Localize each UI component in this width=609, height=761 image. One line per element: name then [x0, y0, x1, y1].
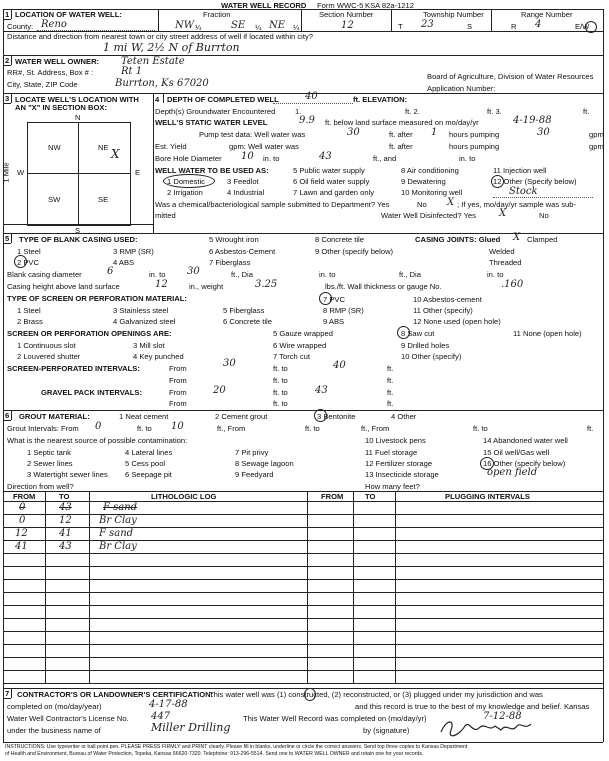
- casing-joints-label: CASING JOINTS: Glued: [415, 235, 501, 244]
- board-label: Board of Agriculture, Division of Water Resources: [427, 72, 594, 81]
- log-row-desc: F sand: [103, 502, 138, 513]
- lithologic-log-header: LITHOLOGIC LOG: [151, 492, 217, 501]
- disinfected-mark: X: [499, 208, 507, 219]
- gpm-unit: gpm: [589, 142, 604, 151]
- static-level-desc: ft. below land surface measured on mo/day/yr: [325, 118, 479, 127]
- in-to: in. to: [459, 154, 476, 163]
- from: From: [169, 364, 187, 373]
- license-label: Water Well Contractor's License No.: [7, 714, 129, 723]
- source-fuel: 11 Fuel storage: [365, 448, 418, 457]
- casing-fiberglass: 7 Fiberglass: [209, 258, 251, 267]
- use-industrial: 4 Industrial: [227, 188, 265, 197]
- screen-rmp: 8 RMP (SR): [323, 306, 364, 315]
- screen-pvc: 7 PVC: [323, 295, 345, 304]
- joints-clamped: Clamped: [527, 235, 558, 244]
- location-label: LOCATION OF WATER WELL:: [15, 10, 122, 19]
- screen-concrete: 6 Concrete tile: [223, 317, 272, 326]
- grout-label: GROUT MATERIAL:: [19, 412, 90, 421]
- county-value: Reno: [41, 19, 67, 30]
- gw-2: ft. 2.: [405, 107, 420, 116]
- log-row-to: 43: [59, 541, 72, 552]
- ft-from: ft., From: [217, 424, 246, 433]
- city-label: City, State, ZIP Code: [7, 80, 78, 89]
- section-box: [27, 122, 131, 226]
- compass-e: E: [135, 168, 141, 177]
- owner-label: WATER WELL OWNER:: [15, 57, 100, 66]
- township-t: T: [398, 22, 403, 31]
- screen-other: 11 Other (specify): [413, 306, 473, 315]
- use-dewatering: 9 Dewatering: [401, 177, 446, 186]
- use-feedlot: 3 Feedlot: [227, 177, 259, 186]
- completed-date: 4-17-88: [149, 699, 188, 710]
- opening-other: 10 Other (specify): [401, 352, 462, 361]
- source-sewer: 2 Sewer lines: [27, 459, 73, 468]
- ft-dia: ft., Dia: [231, 270, 253, 279]
- rr-value: Rt 1: [121, 66, 143, 77]
- use-air-conditioning: 8 Air conditioning: [401, 166, 459, 175]
- ft-to: ft. to: [473, 424, 488, 433]
- use-other: 12 Other (Specify below): [493, 177, 577, 186]
- log-to-header: TO: [59, 492, 70, 501]
- ft-after: ft. after: [389, 142, 413, 151]
- ft-to: ft. to: [273, 376, 288, 385]
- disinfected-label: Water Well Disinfected? Yes: [381, 211, 476, 220]
- fraction-2: SE: [231, 20, 246, 31]
- compass-n: N: [75, 113, 81, 122]
- grout-neat-cement: 1 Neat cement: [119, 412, 169, 421]
- ft-to: ft. to: [273, 388, 288, 397]
- depth-label: DEPTH OF COMPLETED WELL: [167, 95, 279, 104]
- mile-scale: 1 Mile: [1, 162, 11, 183]
- instructions-line-2: of Health and Environment, Bureau of Water Protection, Topeka, Kansas 66620-7320. Telephone: 913-296-5514. Send one to WATER WELL OWNER and retain one for your records.: [5, 751, 424, 757]
- log-row-desc: Br Clay: [99, 515, 137, 526]
- est-yield-label: Est. Yield: [155, 142, 187, 151]
- log-row-from: 12: [15, 528, 28, 539]
- section-number-value: 12: [341, 20, 354, 31]
- screen-steel: 1 Steel: [17, 306, 41, 315]
- quarter-mark: ¼: [195, 23, 202, 32]
- use-monitoring: 10 Monitoring well: [401, 188, 463, 197]
- quadrant-nw: NW: [48, 143, 61, 152]
- signature-label: by (signature): [363, 726, 410, 735]
- perf-to-value: 40: [333, 360, 346, 371]
- source-lateral: 4 Lateral lines: [125, 448, 173, 457]
- county-label: County:: [7, 22, 34, 31]
- section-number-1: 1: [5, 10, 10, 19]
- log-row-to: 41: [59, 528, 72, 539]
- certification-text: This water well was (1) constructed, (2) reconstructed, or (3) plugged under my jurisdiction and was: [209, 690, 543, 699]
- wall-thickness-label: lbs./ft. Wall thickness or gauge No.: [325, 282, 442, 291]
- ft-to: ft. to: [273, 364, 288, 373]
- form-number: Form WWC-5: [317, 1, 364, 10]
- pump-test-label: Pump test data: Well water was: [199, 130, 306, 139]
- static-level-date: 4-19-88: [513, 115, 552, 126]
- disinfected-no: No: [539, 211, 549, 220]
- gw-3: ft. 3.: [487, 107, 502, 116]
- opening-none: 11 None (open hole): [513, 329, 582, 338]
- from: From: [169, 376, 187, 385]
- use-domestic: 1 Domestic: [167, 177, 205, 186]
- gravel-from-value: 20: [213, 385, 226, 396]
- gpm-unit: gpm: [589, 130, 604, 139]
- perf-from-value: 30: [223, 358, 236, 369]
- perforated-intervals-label: SCREEN-PERFORATED INTERVALS:: [7, 364, 140, 373]
- range-r: R: [511, 22, 517, 31]
- use-irrigation: 2 Irrigation: [167, 188, 203, 197]
- section-number-3: 3: [5, 94, 10, 103]
- locate-label: LOCATE WELL'S LOCATION WITH: [15, 95, 139, 104]
- log-row-desc: F sand: [99, 528, 134, 539]
- use-public-supply: 5 Public water supply: [293, 166, 365, 175]
- distance-value: 1 mi W, 2½ N of Burrton: [103, 41, 240, 54]
- quadrant-se: SE: [98, 195, 109, 204]
- casing-steel: 1 Steel: [17, 247, 41, 256]
- plug-to-header: TO: [365, 492, 376, 501]
- source-sewage-lagoon: 8 Sewage lagoon: [235, 459, 294, 468]
- source-pit-privy: 7 Pit privy: [235, 448, 269, 457]
- ft-dia: ft., Dia: [399, 270, 421, 279]
- casing-abs: 4 ABS: [113, 258, 135, 267]
- direction-label: Direction from well?: [7, 482, 74, 491]
- pump-test-level: 30: [347, 127, 360, 138]
- range-label: Range Number: [521, 10, 573, 19]
- depth-value: 40: [305, 91, 318, 102]
- gauge-value: .160: [501, 279, 524, 290]
- ft-after: ft. after: [389, 130, 413, 139]
- log-from-header: FROM: [13, 492, 36, 501]
- pump-hours: 1: [431, 127, 438, 138]
- grout-other: 4 Other: [391, 412, 417, 421]
- screen-stainless: 3 Stainless steel: [113, 306, 169, 315]
- in-to: in. to: [487, 270, 504, 279]
- water-well-record-form: [3, 2, 606, 759]
- source-insecticide: 13 Insecticide storage: [365, 470, 439, 479]
- license-number: 447: [151, 711, 171, 722]
- source-other-value: open field: [487, 467, 538, 478]
- ft-to: ft. to: [305, 424, 320, 433]
- joints-glued-mark: X: [513, 232, 521, 243]
- quarter-mark: ¼: [255, 23, 262, 32]
- source-abandoned-well: 14 Abandoned water well: [483, 436, 568, 445]
- source-oil-gas-well: 15 Oil well/Gas well: [483, 448, 550, 457]
- screen-abs: 9 ABS: [323, 317, 345, 326]
- pump-gpm: 30: [537, 127, 550, 138]
- certification-text-2: and this record is true to the best of my knowledge and belief. Kansas: [355, 702, 590, 711]
- log-row-from: 0: [19, 515, 26, 526]
- range-value: 4: [535, 19, 542, 30]
- casing-asbestos: 6 Asbestos-Cement: [209, 247, 276, 256]
- screen-asbestos: 10 Asbestos-cement: [413, 295, 482, 304]
- ft: ft.: [387, 376, 394, 385]
- casing-diameter-to: 30: [187, 266, 200, 277]
- log-row-to: 43: [59, 502, 72, 513]
- ft-to: ft. to: [273, 399, 288, 408]
- joints-threaded: Threaded: [489, 258, 522, 267]
- section-number-6: 6: [5, 411, 10, 420]
- screen-label: TYPE OF SCREEN OR PERFORATION MATERIAL:: [7, 294, 187, 303]
- screen-none: 12 None used (open hole): [413, 317, 501, 326]
- screen-brass: 2 Brass: [17, 317, 43, 326]
- bore-hole-label: Bore Hole Diameter: [155, 154, 222, 163]
- township-s: S: [467, 22, 473, 31]
- quadrant-sw: SW: [48, 195, 61, 204]
- grout-bentonite: 3 Bentonite: [317, 412, 356, 421]
- chemical-sample-question: Was a chemical/bacteriological sample submitted to Department? Yes: [155, 200, 390, 209]
- casing-label: TYPE OF BLANK CASING USED:: [19, 235, 138, 244]
- log-row-from: 0: [19, 502, 26, 513]
- log-row-desc: Br Clay: [99, 541, 137, 552]
- ft-elevation: ft. ELEVATION:: [353, 95, 408, 104]
- distance-label: Distance and direction from nearest town or city street address of well if located within city?: [7, 32, 313, 41]
- in-weight: in., weight: [189, 282, 224, 291]
- use-oil-field: 6 Oil field water supply: [293, 177, 370, 186]
- use-injection: 11 Injection well: [493, 166, 547, 175]
- openings-label: SCREEN OR PERFORATION OPENINGS ARE:: [7, 329, 172, 338]
- source-other: 16 Other (specify below): [483, 459, 566, 468]
- bore-hole-value: 10: [241, 151, 254, 162]
- section-number-5: 5: [5, 234, 10, 243]
- gravel-to-value: 43: [315, 385, 328, 396]
- opening-key-punched: 4 Key punched: [133, 352, 184, 361]
- casing-diameter-label: Blank casing diameter: [7, 270, 82, 279]
- hours-pumping: hours pumping: [449, 130, 500, 139]
- contamination-label: What is the nearest source of possible contamination:: [7, 436, 188, 445]
- chemical-sub: ; If yes, mo/day/yr sample was sub-: [457, 200, 577, 209]
- completed-label: completed on (mo/day/year): [7, 702, 102, 711]
- how-many-feet: How many feet?: [365, 482, 420, 491]
- ft-to: ft. to: [137, 424, 152, 433]
- grout-intervals-label: Grout Intervals: From: [7, 424, 79, 433]
- opening-torch: 7 Torch cut: [273, 352, 311, 361]
- opening-mill: 3 Mill slot: [133, 341, 165, 350]
- casing-height-value: 12: [155, 279, 168, 290]
- use-lawn-garden: 7 Lawn and garden only: [293, 188, 375, 197]
- chemical-no: No: [417, 200, 427, 209]
- grout-from-value: 0: [95, 421, 102, 432]
- ksa-reference: KSA 82a-1212: [365, 1, 414, 10]
- use-label: WELL WATER TO BE USED AS:: [155, 166, 269, 175]
- ft: ft.: [387, 364, 394, 373]
- source-seepage-pit: 6 Seepage pit: [125, 470, 172, 479]
- ft: ft.: [387, 388, 394, 397]
- screen-fiberglass: 5 Fiberglass: [223, 306, 265, 315]
- casing-concrete: 8 Concrete tile: [315, 235, 364, 244]
- hours-pumping: hours pumping: [449, 142, 500, 151]
- opening-gauze: 5 Gauze wrapped: [273, 329, 333, 338]
- screen-galvanized: 4 Galvanized steel: [113, 317, 176, 326]
- opening-drilled: 9 Drilled holes: [401, 341, 450, 350]
- gravel-pack-label: GRAVEL PACK INTERVALS:: [41, 388, 142, 397]
- gw-1: 1.: [295, 107, 302, 116]
- business-name: Miller Drilling: [151, 721, 231, 734]
- quadrant-ne: NE: [98, 143, 109, 152]
- from: From: [169, 388, 187, 397]
- joints-welded: Welded: [489, 247, 515, 256]
- plug-from-header: FROM: [321, 492, 344, 501]
- casing-pvc: 2 PVC: [17, 258, 39, 267]
- certification-label: CONTRACTOR'S OR LANDOWNER'S CERTIFICATION:: [17, 690, 214, 699]
- business-name-label: under the business name of: [7, 726, 101, 735]
- casing-rmp: 3 RMP (SR): [113, 247, 154, 256]
- opening-wire: 6 Wire wrapped: [273, 341, 327, 350]
- opening-continuous: 1 Continuous slot: [17, 341, 76, 350]
- fraction-1: NW: [175, 20, 195, 31]
- section-number-2: 2: [5, 56, 10, 65]
- range-ew: E/W: [575, 22, 590, 31]
- casing-wrought-iron: 5 Wrought iron: [209, 235, 259, 244]
- source-watertight-sewer: 3 Watertight sewer lines: [27, 470, 108, 479]
- section-number-label: Section Number: [319, 10, 374, 19]
- opening-saw-cut: 8 Saw cut: [401, 329, 435, 338]
- source-feedyard: 9 Feedyard: [235, 470, 274, 479]
- fraction-3: NE: [269, 20, 286, 31]
- grout-cement: 2 Cement grout: [215, 412, 268, 421]
- rr-label: RR#, St. Address, Box # :: [7, 68, 94, 77]
- form-title: WATER WELL RECORD: [221, 1, 307, 10]
- chemical-mark: X: [447, 197, 455, 208]
- owner-name: Teten Estate: [121, 56, 185, 67]
- grout-to-value: 10: [171, 421, 184, 432]
- casing-diameter-value: 6: [107, 266, 114, 277]
- quarter-mark: ¼: [293, 23, 300, 32]
- static-level-label: WELL'S STATIC WATER LEVEL: [155, 118, 268, 127]
- casing-weight-value: 3.25: [255, 279, 278, 290]
- section-number-7: 7: [5, 689, 10, 698]
- source-septic: 1 Septic tank: [27, 448, 71, 457]
- locate-label-2: AN "X" IN SECTION BOX:: [15, 103, 108, 112]
- log-row-to: 12: [59, 515, 72, 526]
- in-to: in. to: [319, 270, 336, 279]
- compass-s: S: [75, 226, 81, 235]
- record-completed-label: This Water Well Record was completed on (mo/day/yr): [243, 714, 427, 723]
- casing-height-label: Casing height above land surface: [7, 282, 120, 291]
- source-fertilizer: 12 Fertilizer storage: [365, 459, 433, 468]
- ft: ft.: [387, 399, 394, 408]
- log-row-from: 41: [15, 541, 28, 552]
- gpm-well-water: gpm: Well water was: [229, 142, 299, 151]
- ft-from: ft., From: [361, 424, 390, 433]
- section-number-4: 4: [155, 95, 160, 104]
- application-label: Application Number:: [427, 84, 496, 93]
- bore-hole-to: 43: [319, 151, 332, 162]
- location-mark: X: [111, 147, 120, 161]
- gw-4: ft.: [583, 107, 590, 116]
- groundwater-label: Depth(s) Groundwater Encountered: [155, 107, 276, 116]
- ft-and: ft., and: [373, 154, 397, 163]
- from: From: [169, 399, 187, 408]
- static-level-value: 9.9: [299, 115, 315, 126]
- in-to: in. to: [263, 154, 280, 163]
- record-completed-date: 7-12-88: [483, 711, 522, 722]
- source-cess-pool: 5 Cess pool: [125, 459, 166, 468]
- instructions-line-1: INSTRUCTIONS: Use typewriter or ball point pen. PLEASE PRESS FIRMLY and PRINT clearly. Please fill in blanks, underline or circle the correct answers. Send top three copies to Kansas Department: [5, 744, 468, 750]
- signature-mark: [437, 716, 547, 738]
- in-to: in. to: [149, 270, 166, 279]
- plugging-intervals-header: PLUGGING INTERVALS: [445, 492, 530, 501]
- source-livestock: 10 Livestock pens: [365, 436, 426, 445]
- township-label: Township Number: [423, 10, 484, 19]
- fraction-label: Fraction: [203, 10, 231, 19]
- use-other-value: Stock: [509, 186, 538, 197]
- city-value: Burrton, Ks 67020: [115, 78, 209, 89]
- opening-louvered: 2 Louvered shutter: [17, 352, 81, 361]
- casing-other: 9 Other (specify below): [315, 247, 394, 256]
- chemical-mitted: mitted: [155, 211, 176, 220]
- ft: ft.: [587, 424, 594, 433]
- compass-w: W: [17, 168, 25, 177]
- township-value: 23: [421, 19, 434, 30]
